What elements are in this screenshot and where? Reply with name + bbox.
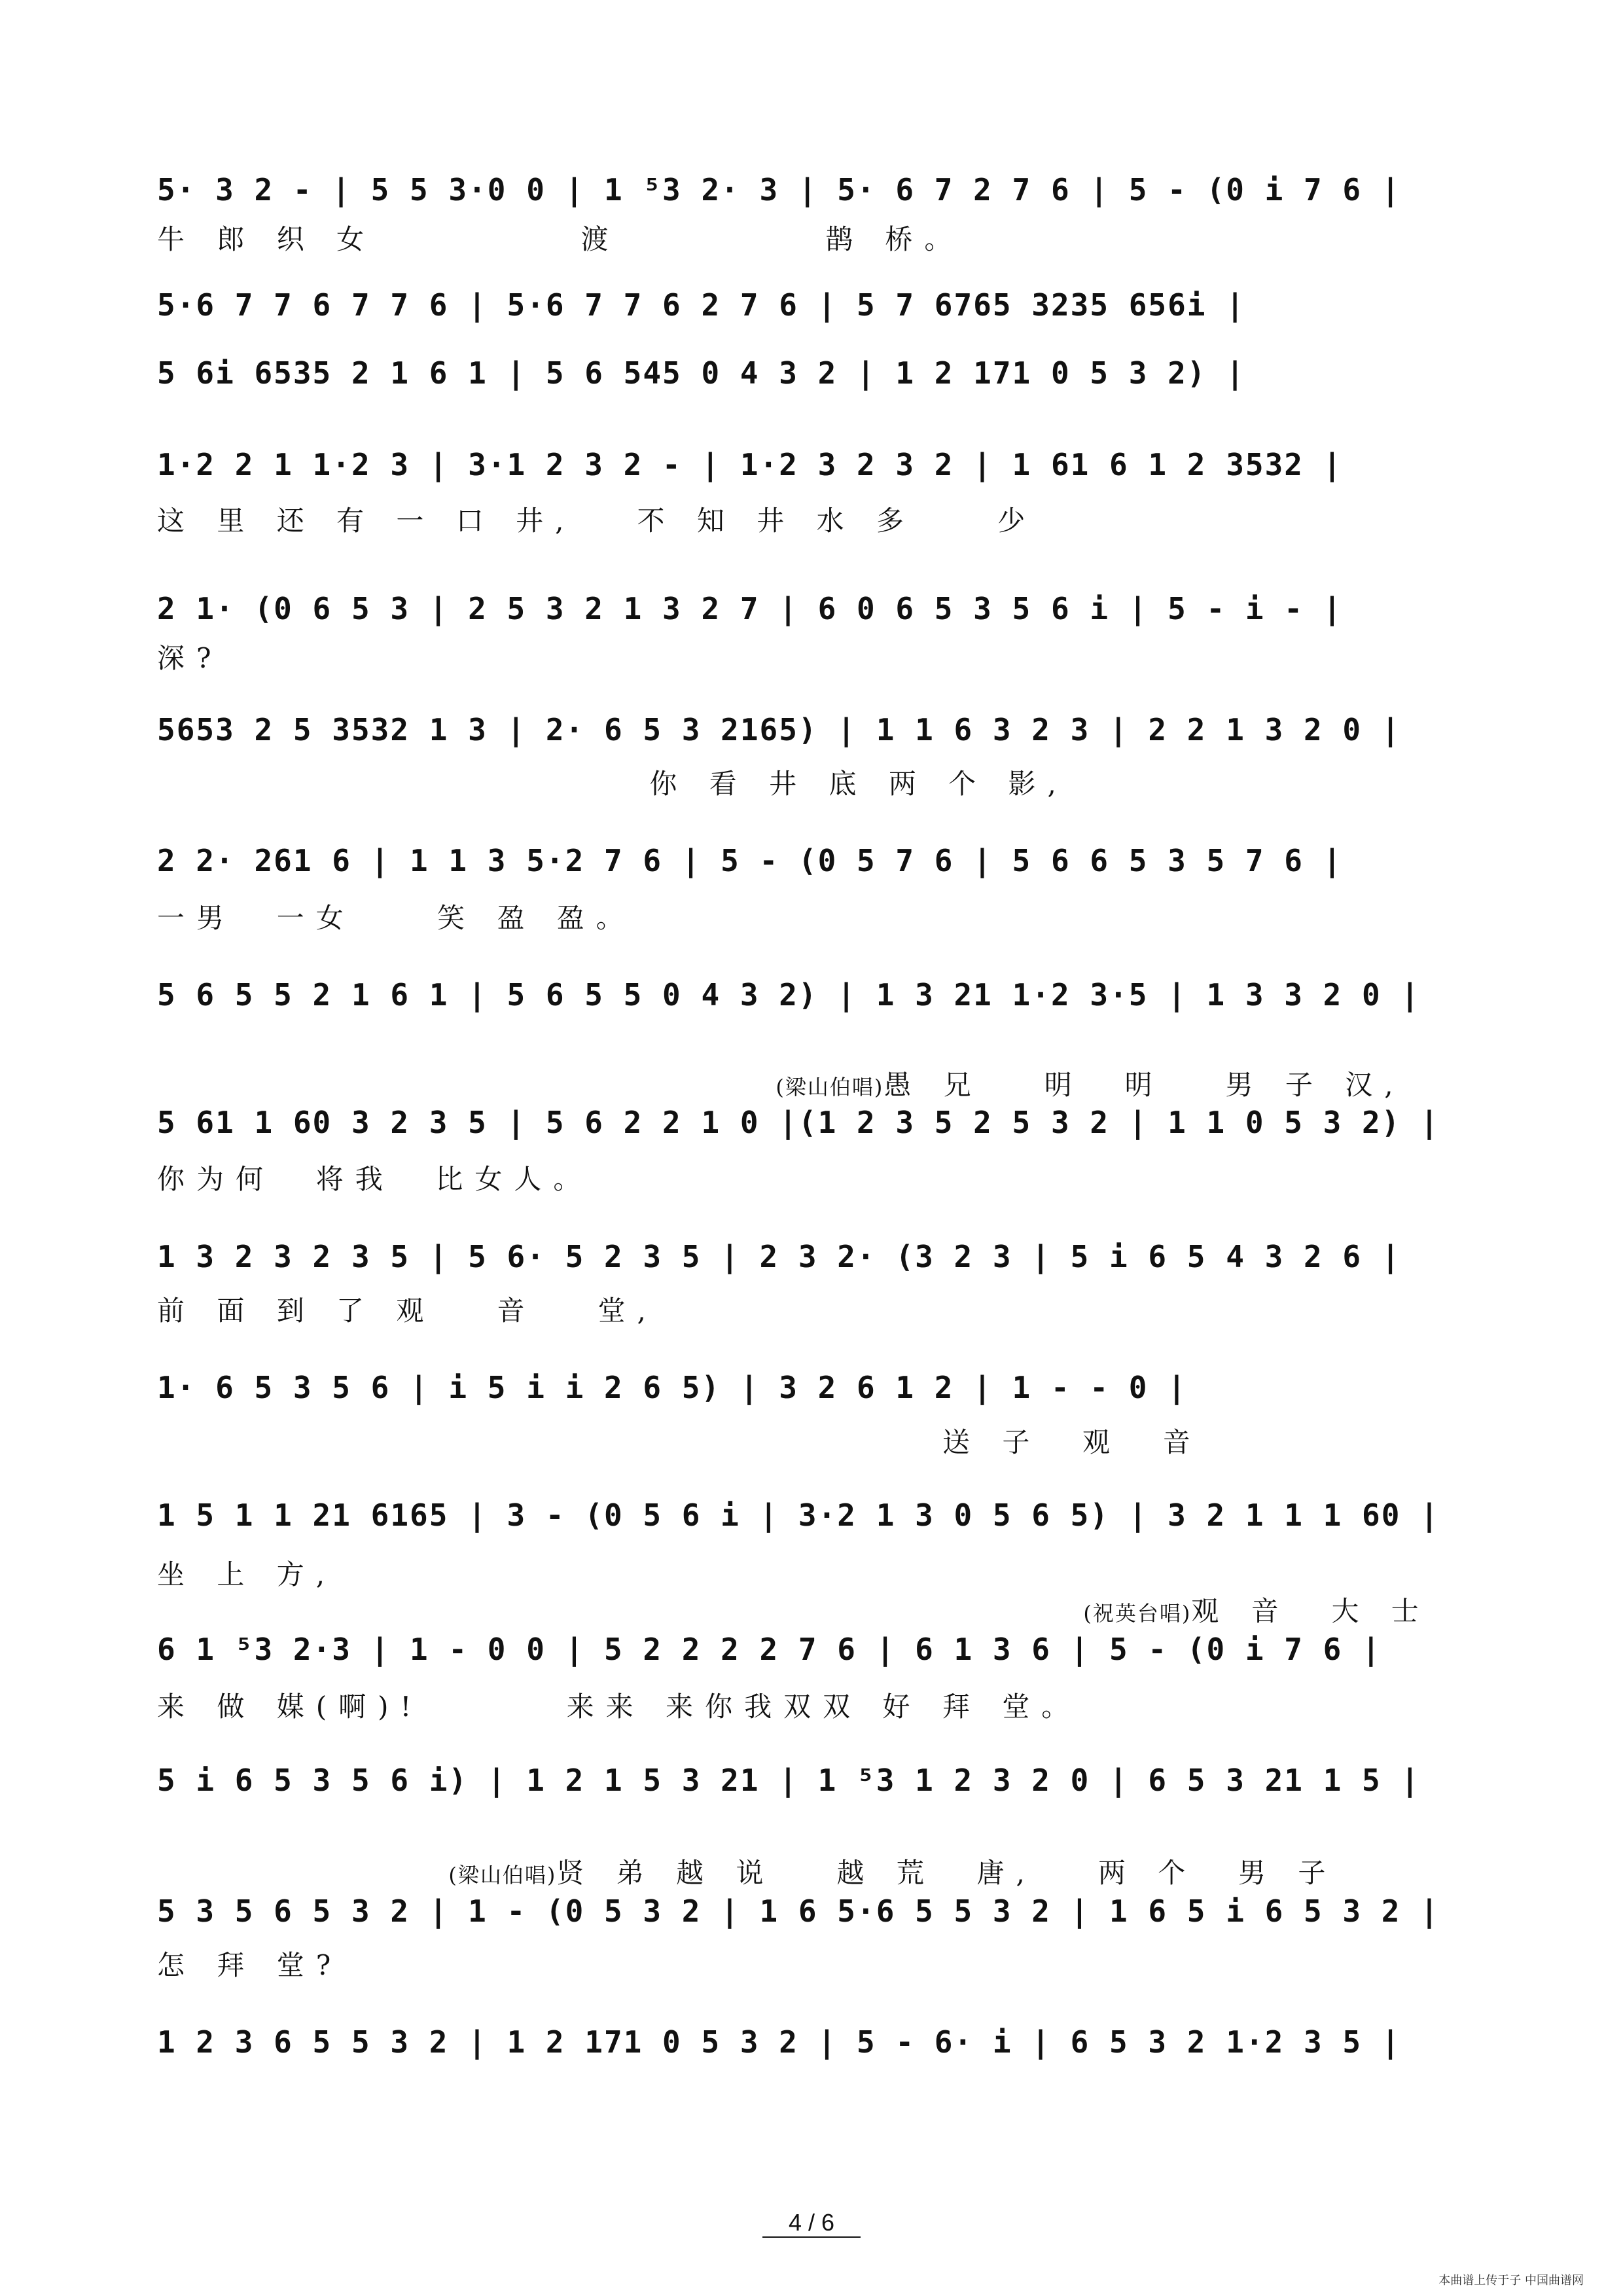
notation-row: 5 61 1 60 3 2 3 5 | 5 6 2 2 1 0 |(1 2 3 5 2 5 3 2 | 1 1 0 5 3 2) | bbox=[157, 1105, 1440, 1140]
watermark: 本曲谱上传于子 中国曲谱网 bbox=[1438, 2274, 1584, 2287]
lyrics-row: 深? bbox=[157, 642, 223, 674]
singer-cue: (梁山伯唱) bbox=[776, 1075, 884, 1100]
page-number: 4 / 6 bbox=[0, 2209, 1623, 2238]
lyrics-row: 送 子 观 音 bbox=[942, 1426, 1202, 1458]
singer-cue: (祝英台唱) bbox=[1083, 1601, 1192, 1626]
notation-row: 1 3 2 3 2 3 5 | 5 6· 5 2 3 5 | 2 3 2· (3 2 3 | 5 i 6 5 4 3 2 6 | bbox=[157, 1239, 1401, 1274]
singer-cue: (梁山伯唱) bbox=[448, 1863, 557, 1888]
notation-row: 5653 2 5 3532 1 3 | 2· 6 5 3 2165) | 1 1 6 3 2 3 | 2 2 1 3 2 0 | bbox=[157, 712, 1401, 747]
lyrics-row: 你 看 井 底 两 个 影, bbox=[157, 768, 1068, 800]
notation-row: 5 3 5 6 5 3 2 | 1 - (0 5 3 2 | 1 6 5·6 5 5 3 2 | 1 6 5 i 6 5 3 2 | bbox=[157, 1893, 1440, 1929]
notation-row: 5 6 5 5 2 1 6 1 | 5 6 5 5 0 4 3 2) | 1 3 21 1·2 3·5 | 1 3 3 2 0 | bbox=[157, 977, 1421, 1013]
notation-row: 5·6 7 7 6 7 7 6 | 5·6 7 7 6 2 7 6 | 5 7 6765 3235 656i | bbox=[157, 287, 1245, 323]
lyrics-row: (梁山伯唱)贤 弟 越 说 越 荒 唐, 两 个 男 子 bbox=[448, 1857, 1338, 1889]
lyrics-row: 一男 一女 笑 盈 盈。 bbox=[157, 902, 635, 934]
notation-row: 2 1· (0 6 5 3 | 2 5 3 2 1 3 2 7 | 6 0 6 5 3 5 6 i | 5 - i - | bbox=[157, 591, 1343, 626]
lyrics-row: (祝英台唱)观 音 大 士 bbox=[1083, 1595, 1431, 1627]
notation-row: 5· 3 2 - | 5 5 3·0 0 | 1 ⁵3 2· 3 | 5· 6 7 2 7 6 | 5 - (0 i 7 6 | bbox=[157, 172, 1401, 207]
notation-row: 1 2 3 6 5 5 3 2 | 1 2 171 0 5 3 2 | 5 - 6· i | 6 5 3 2 1·2 3 5 | bbox=[157, 2024, 1401, 2060]
lyrics-row: 怎 拜 堂? bbox=[157, 1949, 343, 1981]
lyrics-row: 前 面 到 了 观 音 堂, bbox=[157, 1295, 658, 1327]
notation-row: 6 1 ⁵3 2·3 | 1 - 0 0 | 5 2 2 2 2 7 6 | 6 1 3 6 | 5 - (0 i 7 6 | bbox=[157, 1632, 1382, 1667]
lyrics-row: (梁山伯唱)愚 兄 明 明 男 子 汉, bbox=[776, 1069, 1405, 1101]
lyrics-row: 来 做 媒(啊)! 来来 来你我双双 好 拜 堂。 bbox=[157, 1691, 1081, 1723]
notation-row: 1·2 2 1 1·2 3 | 3·1 2 3 2 - | 1·2 3 2 3 2 | 1 61 6 1 2 3532 | bbox=[157, 447, 1343, 482]
lyrics-row: 你为何 将我 比女人。 bbox=[157, 1163, 593, 1195]
lyrics-row: 牛 郎 织 女 渡 鹊 桥。 bbox=[157, 223, 964, 255]
notation-row: 2 2· 261 6 | 1 1 3 5·2 7 6 | 5 - (0 5 7 6 | 5 6 6 5 3 5 7 6 | bbox=[157, 843, 1343, 878]
lyrics-row: 这 里 还 有 一 口 井, 不 知 井 水 多 少 bbox=[157, 505, 1037, 537]
notation-row: 1· 6 5 3 5 6 | i 5 i i 2 6 5) | 3 2 6 1 2 | 1 - - 0 | bbox=[157, 1370, 1187, 1405]
notation-row: 5 i 6 5 3 5 6 i) | 1 2 1 5 3 21 | 1 ⁵3 1 2 3 2 0 | 6 5 3 21 1 5 | bbox=[157, 1763, 1421, 1798]
notation-row: 1 5 1 1 21 6165 | 3 - (0 5 6 i | 3·2 1 3 0 5 6 5) | 3 2 1 1 1 60 | bbox=[157, 1498, 1440, 1533]
notation-row: 5 6i 6535 2 1 6 1 | 5 6 545 0 4 3 2 | 1 2 171 0 5 3 2) | bbox=[157, 355, 1245, 391]
lyrics-row: 坐 上 方, bbox=[157, 1558, 337, 1590]
